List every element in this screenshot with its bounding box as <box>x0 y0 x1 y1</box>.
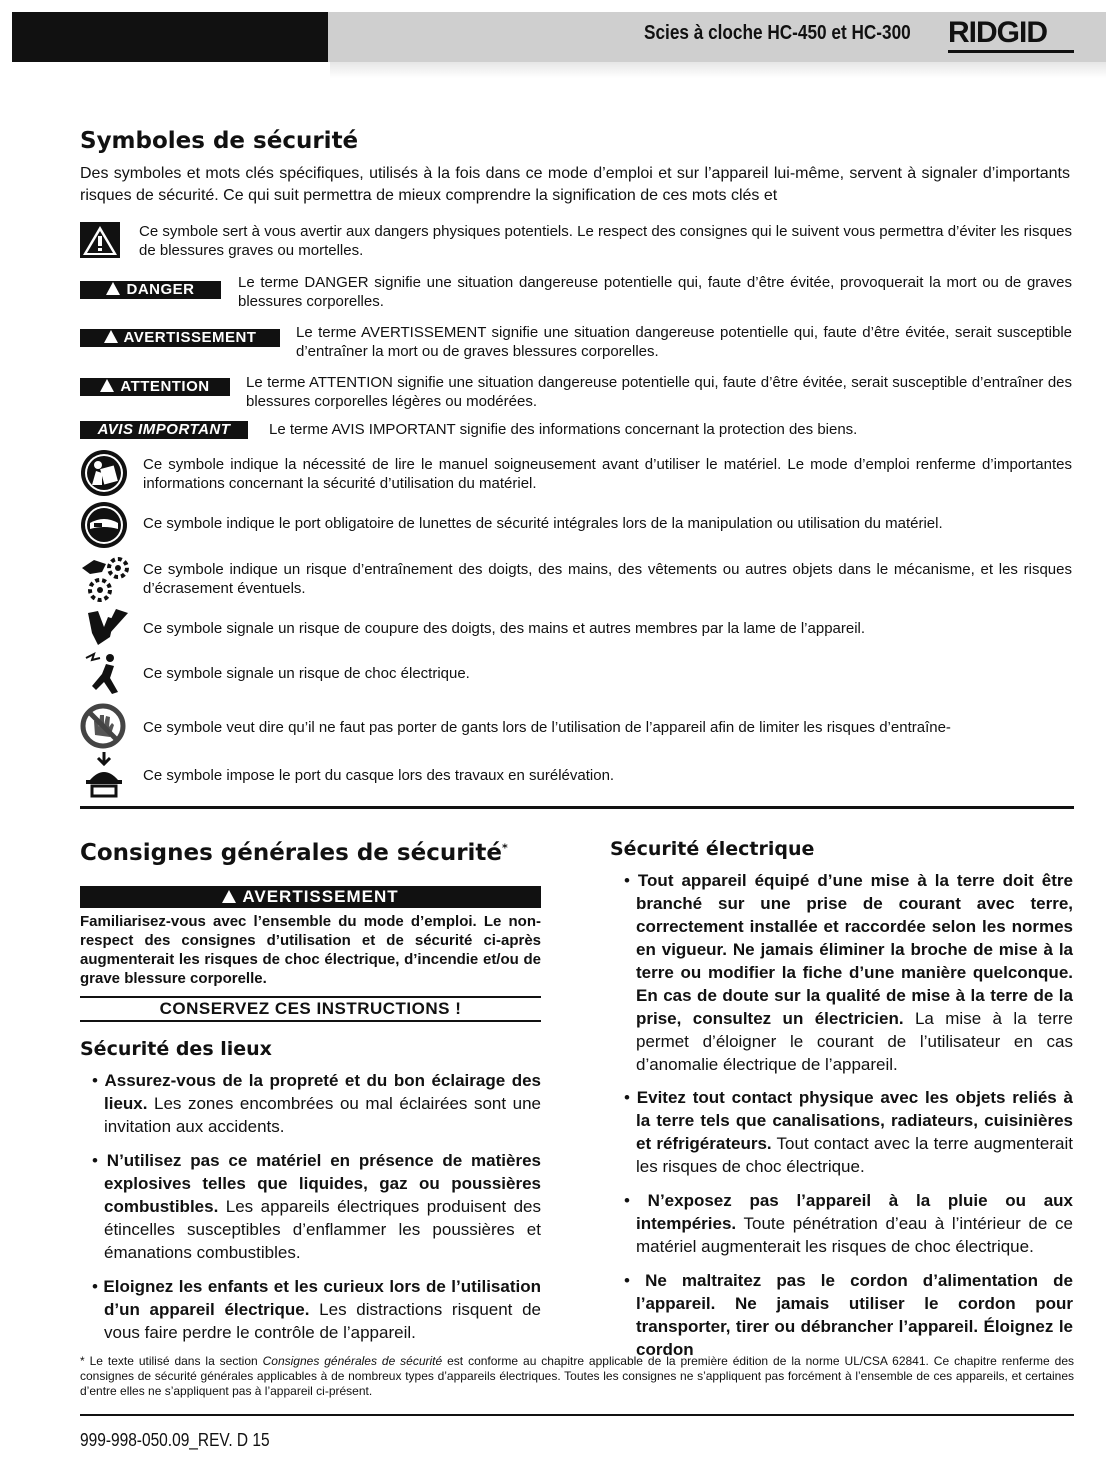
no-gloves-icon <box>80 703 126 749</box>
list-item: • N’utilisez pas ce matériel en présence de matières explosives telles que liquides, gaz ou poussières combustibles. Les appareils électriques produisent des étincelles susceptibles d’enflammer les poussières et émanations combustibles. <box>92 1151 541 1262</box>
electric-shock-icon <box>84 652 128 696</box>
safety-alert-text: Ce symbole sert à vous avertir aux dangers physiques potentiels. Le respect des consignes qui le suivent vous permettra d’éviter les risques de blessures graves ou mortelles. <box>139 223 1072 259</box>
read-manual-text: Ce symbole indique la nécessité de lire le manuel soigneusement avant d’utiliser le matériel. Le mode d’emploi renferme d’importantes informations concernant la sécurité d’utilisation du matériel. <box>143 456 1072 492</box>
work-area-heading: Sécurité des lieux <box>80 1038 272 1060</box>
safety-symbols-intro: Des symboles et mots clés spécifiques, utilisés à la fois dans ce mode d’emploi et sur l’appareil lui-même, servent à signaler d’importants risques de sécurité. Ce qui suit permettra de mieux comprendre la signification de ces mots clés et <box>80 165 1070 204</box>
electrical-safety-heading: Sécurité électrique <box>610 838 815 860</box>
header-title: Scies à cloche HC-450 et HC-300 <box>644 22 911 44</box>
header-black-band <box>12 12 328 62</box>
alert-triangle-icon <box>222 890 236 903</box>
brand-logo-underline <box>948 50 1074 53</box>
warning-text: Le terme AVERTISSEMENT signifie une situation dangereuse potentielle qui, faute d’être évitée, serait susceptible d’entraîner la mort ou de graves blessures corporelles. <box>296 324 1072 360</box>
alert-triangle-icon <box>100 379 114 392</box>
general-warning-bar: AVERTISSEMENT <box>80 886 541 908</box>
alert-triangle-icon <box>104 330 118 343</box>
danger-signal-word: DANGER <box>80 281 221 299</box>
list-item: • Evitez tout contact physique avec les objets reliés à la terre tels que canalisations, radiateurs, cuisinières et réfrigérateurs. Tout contact avec la terre augmenterait les risques de choc électrique. <box>624 1088 1073 1176</box>
header-shade <box>330 62 1106 78</box>
safety-symbols-heading: Symboles de sécurité <box>80 128 359 154</box>
safety-goggles-icon <box>80 501 128 549</box>
keep-instructions-banner: CONSERVEZ CES INSTRUCTIONS ! <box>80 996 541 1022</box>
footnote: * Le texte utilisé dans la section Consignes générales de sécurité est conforme au chapitre applicable de la première édition de la norme UL/CSA 62841. Ce chapitre renferme des consignes de sécurité générales applicables à de nombreux types d’appareils électriques. Toutes les consignes ne s’appliquent pas forcément à l’ensemble de ces appareils, et certaines d’entre elles ne s’appliquent pas à l’appareil ci-présent. <box>80 1354 1074 1398</box>
list-item: • Eloignez les enfants et les curieux lors de l’utilisation d’un appareil électrique. Les distractions risquent de vous faire perdre le contrôle de l’appareil. <box>92 1277 541 1342</box>
safety-goggles-text: Ce symbole indique le port obligatoire de lunettes de sécurité intégrales lors de la manipulation ou utilisation du matériel. <box>143 515 943 532</box>
hard-hat-icon <box>84 750 124 798</box>
general-warning-text: Familiarisez-vous avec l’ensemble du mode d’emploi. Le non-respect des consignes d’utilisation et de sécurité ci-après augmenterait les risques de choc électrique, d’incendie et/ou de grave blessure corporelle. <box>80 913 541 987</box>
cut-hazard-icon <box>84 607 128 647</box>
electric-shock-text: Ce symbole signale un risque de choc électrique. <box>143 665 470 682</box>
cut-hazard-text: Ce symbole signale un risque de coupure des doigts, des mains et autres membres par la lame de l’appareil. <box>143 620 866 637</box>
list-item: • N’exposez pas l’appareil à la pluie ou aux intempéries. Toute pénétration d’eau à l’intérieur de ce matériel augmenterait les risques de choc électrique. <box>624 1191 1073 1256</box>
footer-rule <box>80 1414 1074 1416</box>
list-item: • Assurez-vous de la propreté et du bon éclairage des lieux. Les zones encombrées ou mal éclairées sont une invitation aux accidents. <box>92 1071 541 1136</box>
caution-signal-word: ATTENTION <box>80 378 230 396</box>
list-item: • Ne maltraitez pas le cordon d’alimentation de l’appareil. Ne jamais utiliser le cordon pour transporter, tirer ou débrancher l’appareil. Éloignez le cordon <box>624 1271 1073 1359</box>
section-divider <box>80 806 1074 809</box>
no-gloves-text: Ce symbole veut dire qu’il ne faut pas porter de gants lors de l’utilisation de l’appareil afin de limiter les risques d’entraîne- <box>143 719 951 736</box>
caution-text: Le terme ATTENTION signifie une situation dangereuse potentielle qui, faute d’être évitée, serait susceptible d’entraîner des blessures corporelles légères ou modérées. <box>246 374 1072 410</box>
footnote-marker: * <box>502 841 508 855</box>
brand-logo: RIDGID <box>948 16 1047 49</box>
entanglement-hazard-text: Ce symbole indique un risque d’entraînement des doigts, des mains, des vêtements ou autres objets dans le mécanisme, et les risques d’écrasement éventuels. <box>143 561 1072 597</box>
entanglement-hazard-icon <box>80 554 130 604</box>
alert-triangle-icon <box>106 282 120 295</box>
safety-alert-icon <box>80 222 120 258</box>
general-safety-heading: Consignes générales de sécurité* <box>80 840 508 866</box>
list-item: • Tout appareil équipé d’une mise à la terre doit être branché sur une prise de courant avec terre, correctement installée et raccordée selon les normes en vigueur. Ne jamais éliminer la broche de mise à la terre ou modifier la fiche d’une manière quelconque. En cas de doute sur la qualité de mise à la terre de la prise, consultez un électricien. La mise à la terre permet d’éloigner le courant de l’utilisateur en cas d’anomalie électrique de l’appareil. <box>624 871 1073 1074</box>
warning-signal-word: AVERTISSEMENT <box>80 329 280 347</box>
danger-text: Le terme DANGER signifie une situation dangereuse potentielle qui, faute d’être évitée, provoquerait la mort ou de graves blessures corporelles. <box>238 274 1072 310</box>
notice-text: Le terme AVIS IMPORTANT signifie des informations concernant la protection des biens. <box>269 421 858 438</box>
read-manual-icon <box>80 449 128 497</box>
notice-signal-word: AVIS IMPORTANT <box>80 421 248 439</box>
page-number: 999-998-050.09_REV. D 15 <box>80 1430 270 1450</box>
hard-hat-text: Ce symbole impose le port du casque lors des travaux en surélévation. <box>143 767 615 784</box>
